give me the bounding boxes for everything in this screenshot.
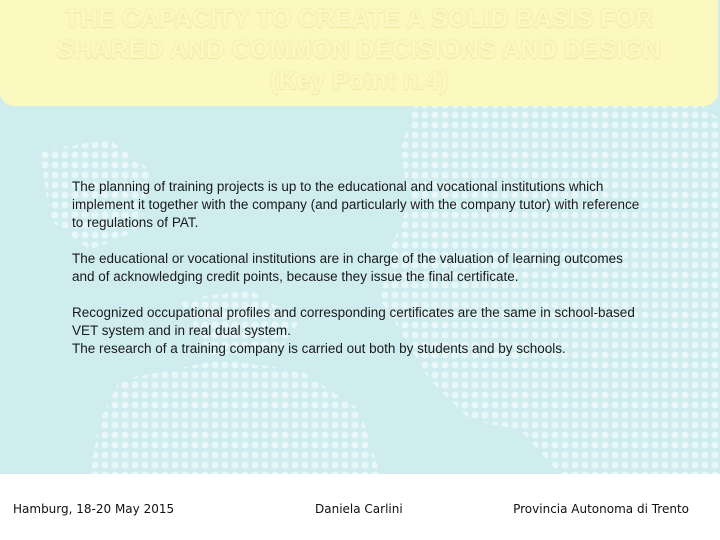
footer-author: Daniela Carlini	[315, 502, 403, 516]
slide-title-line-3: (Key Point n.4)	[269, 67, 448, 95]
slide-body	[72, 178, 642, 358]
slide-footer	[0, 474, 720, 540]
slide-title-box	[0, 0, 718, 106]
slide-title-line-2: SHARED AND COMMON DECISIONS AND DESIGN	[56, 36, 662, 64]
footer-date-location: Hamburg, 18-20 May 2015	[13, 502, 175, 516]
body-paragraph-2: The educational or vocational institutions are in charge of the valuation of learning outcomes and of acknowledging credit points, because they issue the final certificate.	[72, 251, 623, 284]
body-paragraph-1: The planning of training projects is up to the educational and vocational institutions which implement it together with the company (and particularly with the company tutor) with reference to regulations of PAT.	[72, 179, 640, 230]
slide-title-line-1: THE CAPACITY TO CREATE A SOLID BASIS FOR	[64, 5, 654, 33]
footer-organization: Provincia Autonoma di Trento	[513, 502, 689, 516]
body-paragraph-3: Recognized occupational profiles and corresponding certificates are the same in school-based VET system and in real dual system.	[72, 305, 635, 338]
body-paragraph-4: The research of a training company is carried out both by students and by schools.	[72, 341, 566, 356]
